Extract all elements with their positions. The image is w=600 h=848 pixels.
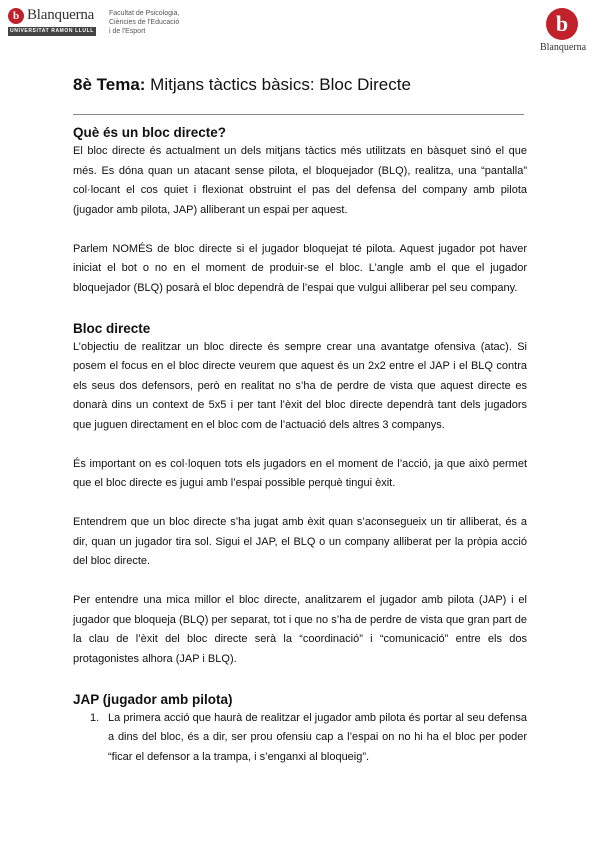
paragraph: El bloc directe és actualment un dels mitjans tàctics més utilitzats en bàsquet sinó el que més. Es dóna quan un atacant sense pilota, el bloquejador (BLQ), realitza, una “pantalla” col·locant el cos quiet i flexionat obstruint el pas del defensa del company amb pilota (jugador amb pilota, JAP) alliberant un espai per aquest. [73, 145, 527, 216]
blanquerna-b-icon: b [8, 8, 24, 24]
title-number: 8è Tema: [73, 75, 146, 94]
faculty-line: Facultat de Psicologia, [109, 10, 180, 17]
numbered-list [73, 709, 527, 768]
logo-university-label: UNIVERSITAT RAMON LLULL [8, 27, 96, 36]
section-heading: Què és un bloc directe? [73, 125, 227, 140]
logo-right-wordmark: Blanquerna [539, 42, 587, 53]
blanquerna-b-circle-icon: b [546, 8, 578, 40]
list-number: 1. [90, 711, 100, 724]
section-heading: JAP (jugador amb pilota) [73, 691, 233, 707]
document-title [73, 75, 411, 95]
paragraph: Per entendre una mica millor el bloc directe, analitzarem el jugador amb pilota (JAP) i el jugador que bloqueja (BLQ) per separat, tot i que no s’ha de perdre de vista que gran part de la clau de l’èxit del bloc directe serà la “coordinació” i “comunicació” entre els dos protagonistes alhora (JAP i BLQ). [73, 594, 527, 665]
paragraph: És important on es col·loquen tots els jugadors en el moment de l’acció, ja que això permet que el bloc directe es jugui amb l’espai possible perquè tingui èxit. [73, 457, 527, 489]
faculty-line: i de l'Esport [109, 28, 146, 35]
faculty-line: Ciències de l'Educació [109, 19, 180, 26]
logo-wordmark: Blanquerna [27, 7, 95, 23]
title-text: Mitjans tàctics bàsics: Bloc Directe [145, 75, 411, 94]
document-body [73, 124, 527, 767]
paragraph: Parlem NOMÉS de bloc directe si el jugador bloquejat té pilota. Aquest jugador pot haver iniciat el bot o no en el moment de produir-se el bloc. L’angle amb el que el jugador bloquejador (BLQ) posarà el bloc dependrà de l’espai que vulgui alliberar pel seu company. [73, 242, 527, 294]
paragraph: L’objectiu de realitzar un bloc directe és sempre crear una avantatge ofensiva (atac). Si posem el focus en el bloc directe veurem que aquest és un 2x2 entre el JAP i el BLQ contra els seus dos defensors, però en realitat no s’ha de perdre de vista que aquest directe es donarà dins un context de 5x5 i per tant l’èxit del bloc directe dependrà tant dels jugadors que juguen directament en el bloc com de l’actuació dels altres 3 companys. [73, 340, 527, 431]
title-divider [73, 114, 524, 115]
blanquerna-logo-left [8, 8, 96, 36]
paragraph: Entendrem que un bloc directe s’ha jugat amb èxit quan s’aconsegueix un tir alliberat, és a dir, quan un jugador tira sol. Sigui el JAP, el BLQ o un company alliberat per la pròpia acció del bloc directe. [73, 516, 527, 567]
page-header [0, 0, 600, 60]
list-item [73, 709, 527, 768]
blanquerna-logo-right [533, 6, 593, 54]
list-item-text: La primera acció que haurà de realitzar el jugador amb pilota és portar al seu defensa a dins del bloc, és a dir, ser prou ofensiu cap a l’espai on no hi ha el bloc per poder “ficar el defensor a la trampa, i s’enganxi al bloqueig”. [108, 711, 527, 763]
faculty-name [109, 9, 179, 36]
section-heading: Bloc directe [73, 320, 151, 336]
